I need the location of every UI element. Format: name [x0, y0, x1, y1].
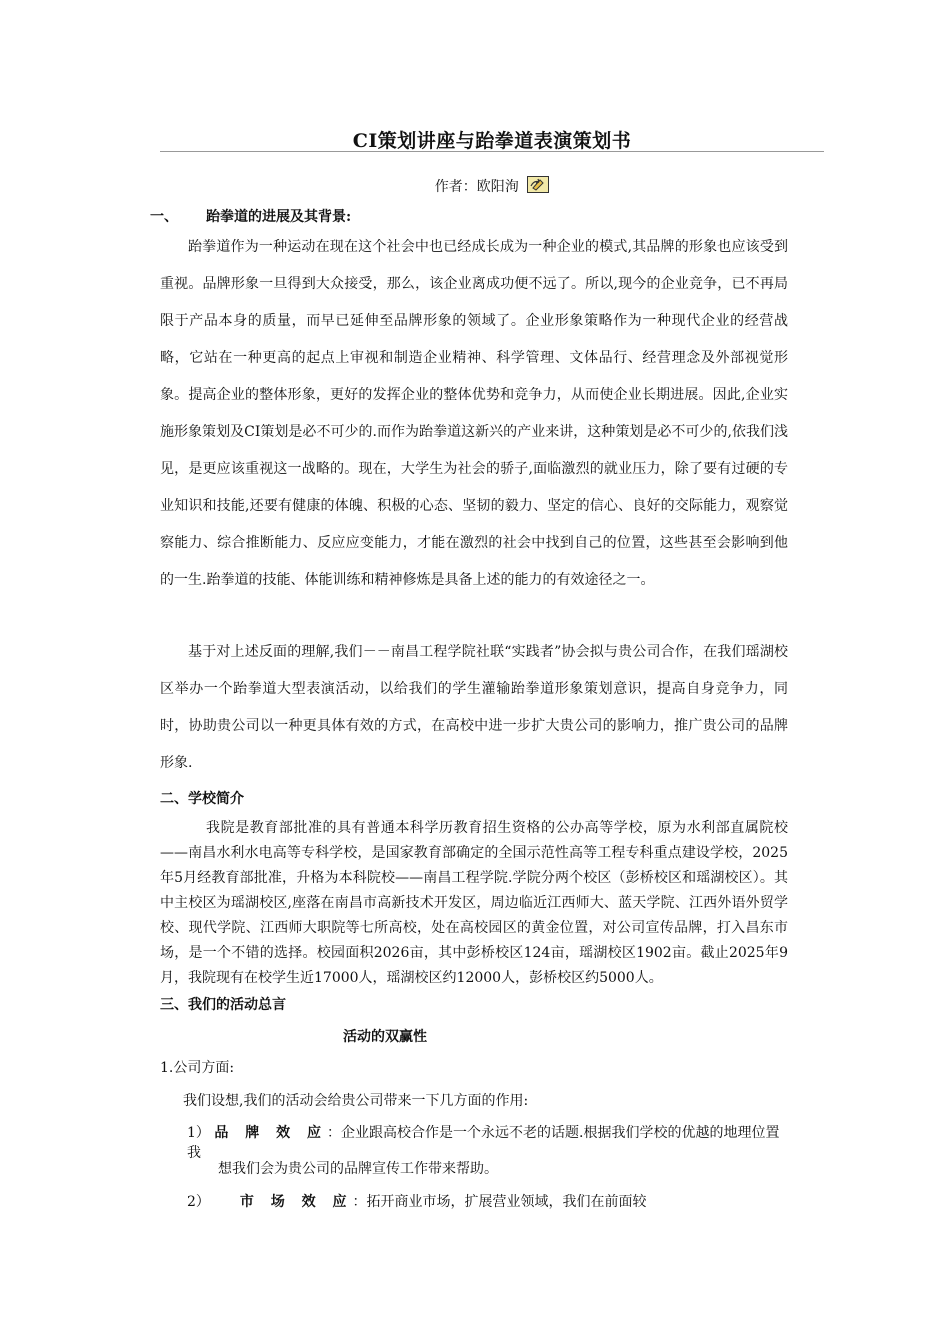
- section1-title: 跆拳道的进展及其背景:: [206, 209, 352, 225]
- company-aspect-label: 1.公司方面:: [160, 1060, 235, 1076]
- document-edit-icon[interactable]: [527, 176, 549, 193]
- brand-effect-item: [187, 1122, 787, 1162]
- section2-heading: 二、学校简介: [160, 791, 244, 807]
- section1-heading: [150, 206, 351, 226]
- market-effect-item: [187, 1191, 647, 1211]
- section3-subheading: 活动的双赢性: [343, 1029, 427, 1045]
- section1-number: 一、: [150, 209, 178, 225]
- brand-effect-text: ：企业跟高校合作是一个永远不老的话题.根据我们学校的优越的地理位置我: [187, 1125, 780, 1161]
- document-title: CI策划讲座与跆拳道表演策划书: [352, 130, 632, 152]
- market-effect-keyword: 市 场 效 应: [239, 1194, 353, 1210]
- author-line: [160, 176, 824, 196]
- market-effect-number: 2）: [187, 1194, 210, 1210]
- section2-paragraph: 我院是教育部批准的具有普通本科学历教育招生资格的公办高等学校，原为水利部直属院校——南昌水利水电高等专科学校，是国家教育部确定的全国示范性高等工程专科重点建设学校，2025年5月经教育部批准，升格为本科院校——南昌工程学院.学院分两个校区（彭桥校区和瑶湖校区）。其中主校区为瑶湖校区,座落在南昌市高新技术开发区，周边临近江西师大、蓝天学院、江西外语外贸学校、现代学院、江西师大职院等七所高校，处在高校园区的黄金位置，对公司宣传品牌，打入昌东市场，是一个不错的选择。校园面积2026亩，其中彭桥校区124亩，瑶湖校区1902亩。截止2025年9月，我院现有在校学生近17000人，瑶湖校区约12000人，彭桥校区约5000人。: [160, 820, 788, 986]
- section1-paragraph-1: 跆拳道作为一种运动在现在这个社会中也已经成长成为一种企业的模式,其品牌的形象也应该受到重视。品牌形象一旦得到大众接受，那么，该企业离成功便不远了。所以,现今的企业竞争，已不再局限于产品本身的质量，而早已延伸至品牌形象的领域了。企业形象策略作为一种现代企业的经营战略，它站在一种更高的起点上审视和制造企业精神、科学管理、文体品行、经营理念及外部视觉形象。提高企业的整体形象，更好的发挥企业的整体优势和竞争力，从而使企业长期进展。因此,企业实施形象策划及CI策划是必不可少的.而作为跆拳道这新兴的产业来讲，这种策划是必不可少的,依我们浅见，是更应该重视这一战略的。现在，大学生为社会的骄子,面临激烈的就业压力，除了要有过硬的专业知识和技能,还要有健康的体魄、积极的心态、坚韧的毅力、坚定的信心、良好的交际能力，观察觉察能力、综合推断能力、反应应变能力，才能在激烈的社会中找到自己的位置，这些甚至会影响到他的一生.跆拳道的技能、体能训练和精神修炼是具备上述的能力的有效途径之一。: [160, 239, 788, 588]
- brand-effect-continuation: 想我们会为贵公司的品牌宣传工作带来帮助。: [218, 1161, 498, 1177]
- section1-paragraph-2: 基于对上述反面的理解,我们－－南昌工程学院社联“实践者”协会拟与贵公司合作，在我们瑶湖校区举办一个跆拳道大型表演活动，以给我们的学生灌输跆拳道形象策划意识，提高自身竞争力，同时，协助贵公司以一种更具体有效的方式，在高校中进一步扩大贵公司的影响力，推广贵公司的品牌形象.: [160, 644, 788, 771]
- author-label: 作者：欧阳洵: [434, 179, 519, 195]
- title-divider: [160, 151, 824, 152]
- section3-heading: 三、我们的活动总言: [160, 997, 286, 1013]
- market-effect-text: ：拓开商业市场，扩展营业领域，我们在前面较: [352, 1194, 647, 1210]
- brand-effect-number: 1）: [187, 1125, 210, 1141]
- brand-effect-keyword: 品 牌 效 应: [214, 1125, 327, 1141]
- company-aspect-intro: 我们设想,我们的活动会给贵公司带来一下几方面的作用:: [183, 1093, 529, 1109]
